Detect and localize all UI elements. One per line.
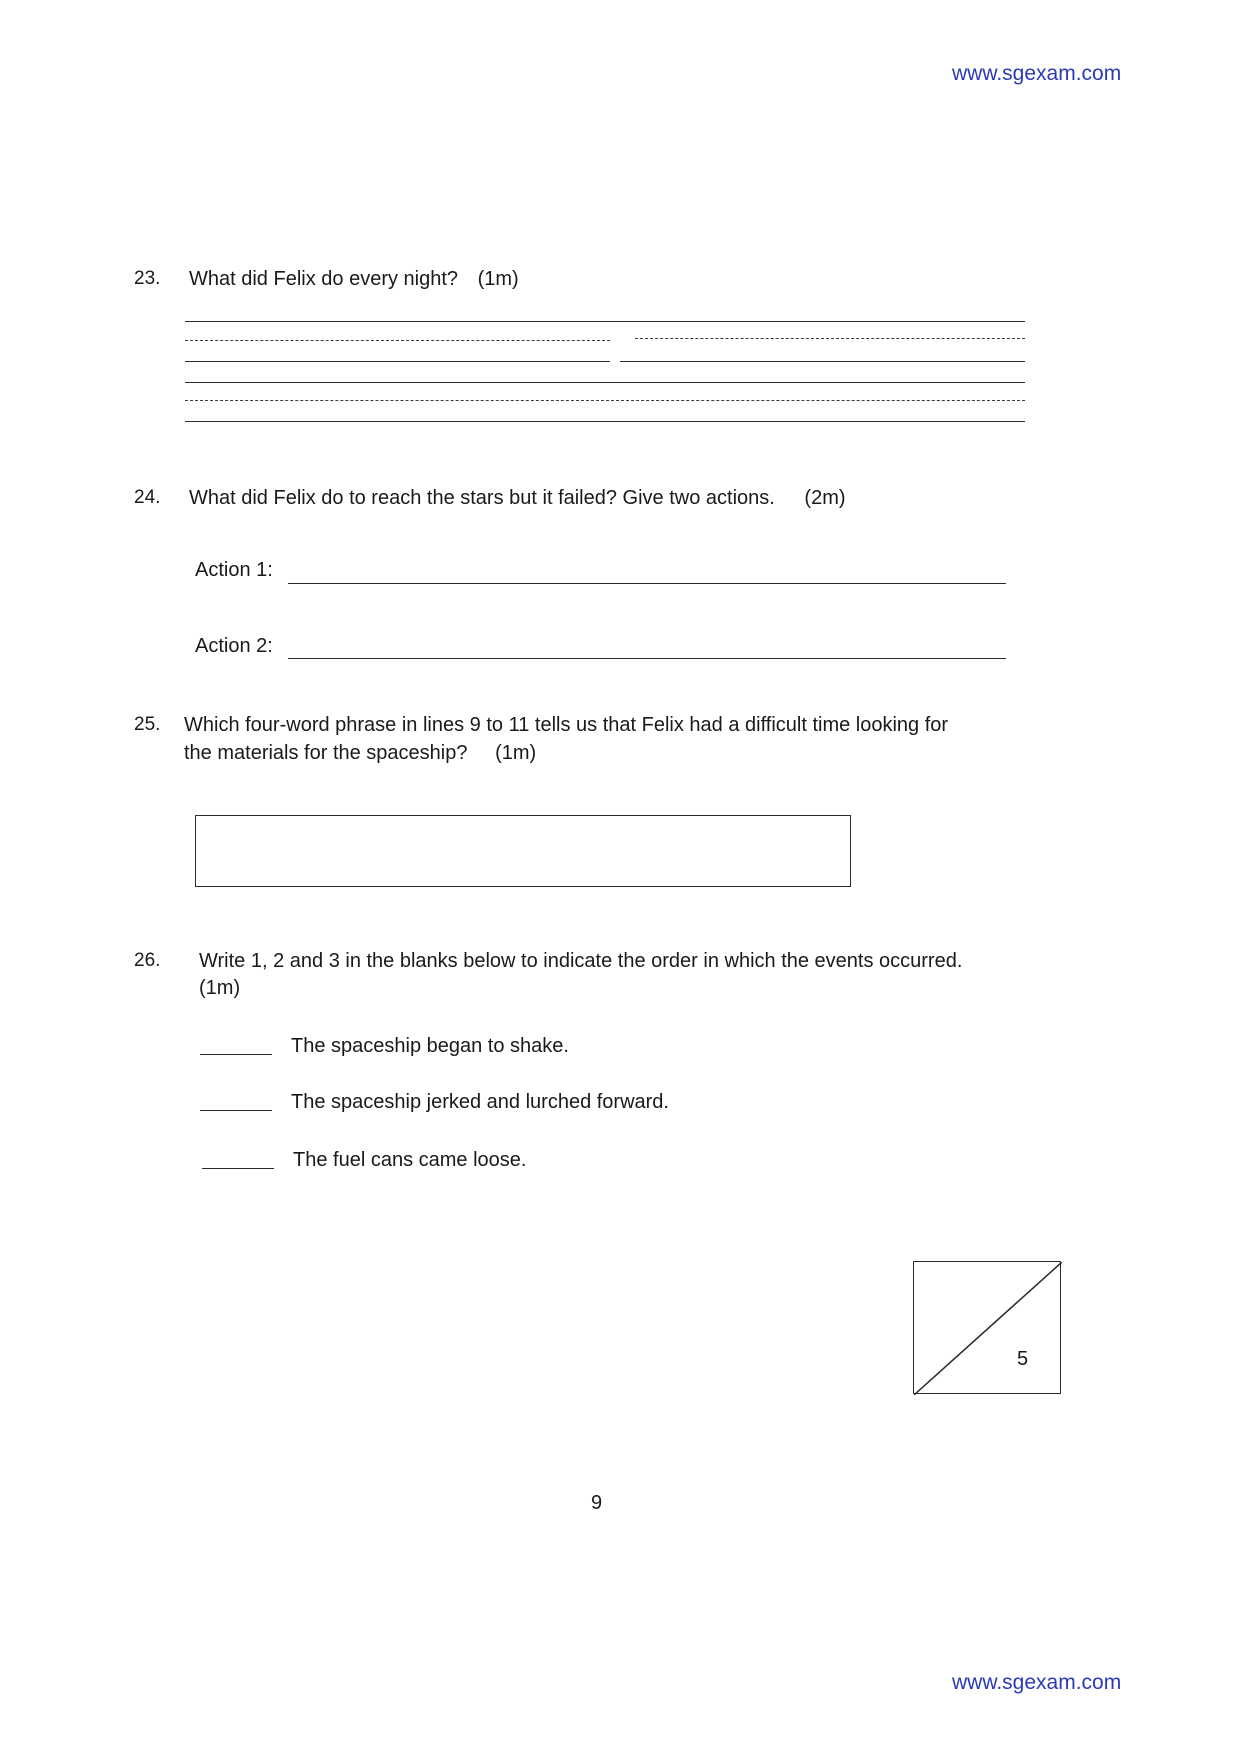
answer-guide-line	[185, 340, 610, 341]
order-blank[interactable]	[202, 1168, 274, 1169]
answer-guide-line	[635, 338, 1025, 339]
answer-guide-line	[185, 400, 1025, 401]
q23-marks: (1m)	[477, 268, 519, 290]
answer-line	[185, 382, 1025, 383]
q24-action1-answer-line[interactable]	[288, 583, 1006, 584]
order-blank[interactable]	[200, 1110, 272, 1111]
q25-number: 25.	[134, 714, 161, 735]
q24-action2-label: Action 2:	[195, 635, 273, 657]
answer-line	[620, 361, 1025, 362]
q25-marks: (1m)	[495, 742, 537, 764]
answer-line	[185, 361, 610, 362]
q26-number: 26.	[134, 950, 161, 971]
q24-action2-answer-line[interactable]	[288, 658, 1006, 659]
q26-marks: (1m)	[199, 977, 241, 999]
q25-line2: the materials for the spaceship?	[184, 742, 468, 764]
event-text: The spaceship jerked and lurched forward.	[291, 1091, 669, 1113]
q23-question: What did Felix do every night?	[189, 268, 459, 290]
q26-text: Write 1, 2 and 3 in the blanks below to indicate the order in which the events occurred.	[199, 950, 963, 972]
q24-question: What did Felix do to reach the stars but it failed? Give two actions.	[189, 487, 775, 509]
answer-line	[185, 421, 1025, 422]
score-box	[913, 1261, 1061, 1394]
event-text: The fuel cans came loose.	[293, 1149, 527, 1171]
header-website-link[interactable]: www.sgexam.com	[952, 62, 1122, 85]
q23-number: 23.	[134, 268, 161, 289]
q24-number: 24.	[134, 487, 161, 508]
q24-marks: (2m)	[804, 487, 846, 509]
event-text: The spaceship began to shake.	[291, 1035, 569, 1057]
q24-action1-label: Action 1:	[195, 559, 273, 581]
q25-line2-wrap	[184, 739, 536, 767]
q25-line1: Which four-word phrase in lines 9 to 11 tells us that Felix had a difficult time looking for	[184, 714, 949, 736]
q24-text	[189, 484, 846, 512]
q25-answer-box[interactable]	[195, 815, 851, 887]
footer-website-link[interactable]: www.sgexam.com	[952, 1671, 1122, 1694]
q23-text	[189, 265, 519, 293]
order-blank[interactable]	[200, 1054, 272, 1055]
page-number: 9	[591, 1492, 603, 1514]
score-box-diagonal	[914, 1262, 1062, 1395]
answer-line	[185, 321, 1025, 322]
score-value: 5	[1017, 1348, 1029, 1370]
